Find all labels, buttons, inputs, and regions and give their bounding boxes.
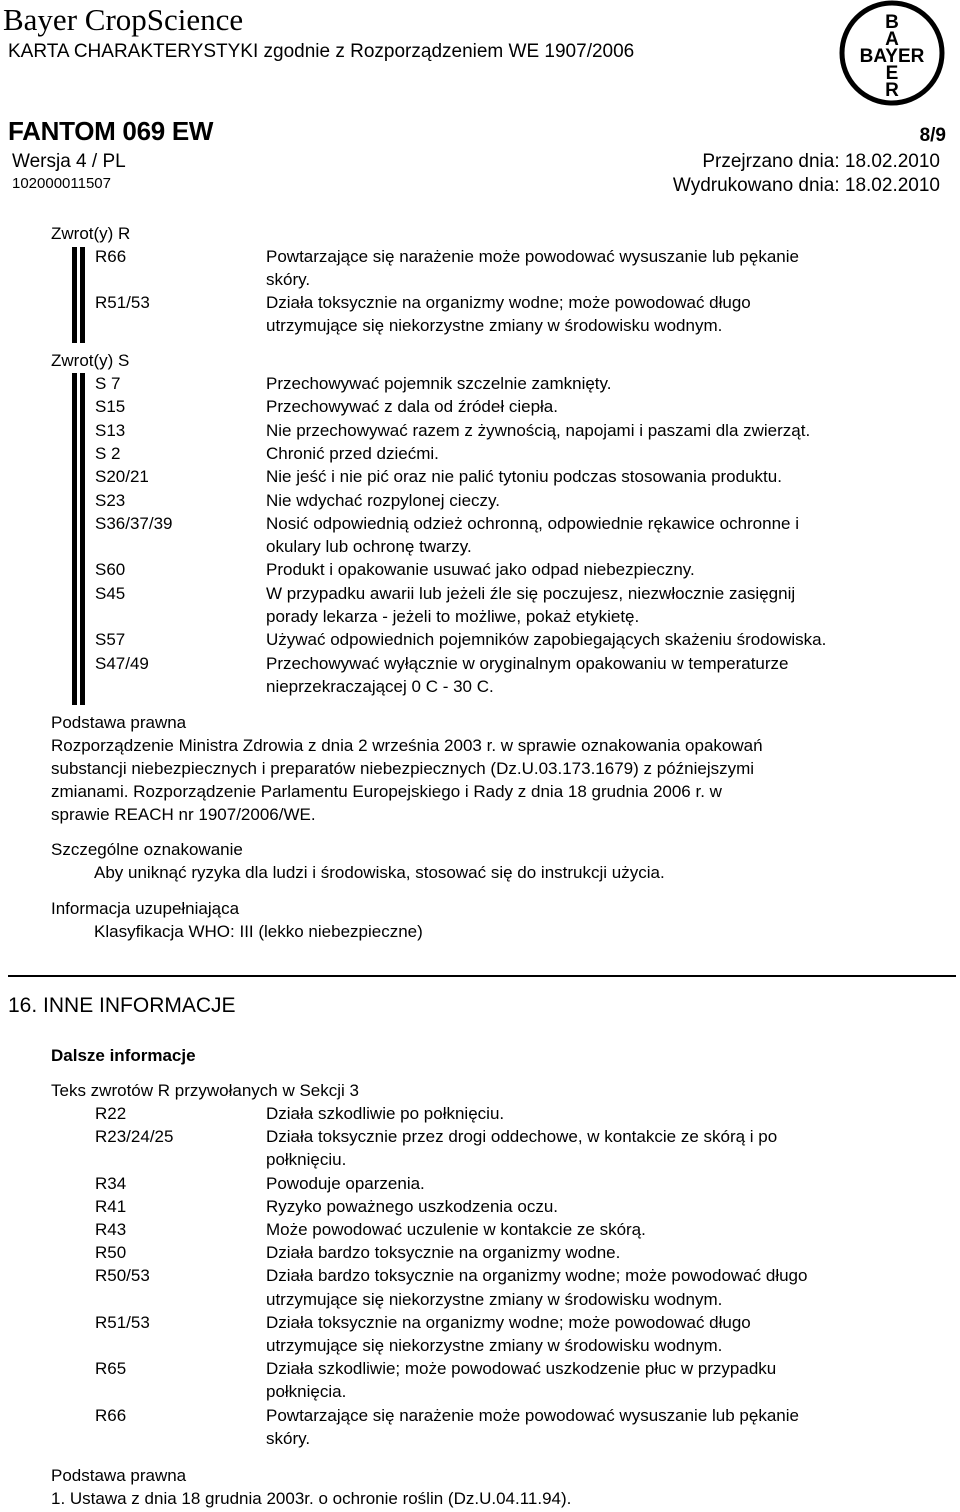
phrase-code: S15 <box>95 397 126 417</box>
company-name: Bayer CropScience <box>3 2 244 37</box>
phrase-text: Działa bardzo toksycznie na organizmy wodne; może powodować długo <box>266 1266 808 1286</box>
phrase-code: R41 <box>95 1196 127 1216</box>
phrase-code: S60 <box>95 560 126 580</box>
phrase-code: R50 <box>95 1243 127 1263</box>
phrase-text: Nie wdychać rozpylonej cieczy. <box>266 490 500 510</box>
bar-s-1 <box>72 373 77 705</box>
logo-letter: R <box>885 80 899 101</box>
phrase-text: Produkt i opakowanie usuwać jako odpad niebezpieczny. <box>266 560 695 580</box>
phrase-text: Przechowywać pojemnik szczelnie zamknięty. <box>266 374 612 393</box>
phrase-text: Powtarzające się narażenie może powodować wysuszanie lub pękanie <box>266 247 799 266</box>
page-number: 8/9 <box>919 125 946 146</box>
phrase-text: Powoduje oparzenia. <box>266 1173 425 1193</box>
phrase-text: Działa toksycznie przez drogi oddechowe, w kontakcie ze skórą i po <box>266 1127 778 1147</box>
further-info-heading: Dalsze informacje <box>51 1046 196 1065</box>
r-text-heading: Teks zwrotów R przywołanych w Sekcji 3 <box>51 1081 359 1100</box>
phrase-text: W przypadku awarii lub jeżeli źle się poczujesz, niezwłocznie zasięgnij <box>266 583 796 603</box>
version: Wersja 4 / PL <box>12 151 126 172</box>
product-name: FANTOM 069 EW <box>8 116 214 146</box>
phrase-code: S57 <box>95 630 126 650</box>
phrase-text: porady lekarza - jeżeli to możliwe, pokaż etykietę. <box>266 607 640 626</box>
phrase-text: Nie jeść i nie pić oraz nie palić tytoniu podczas stosowania produktu. <box>266 467 782 487</box>
logo-letter: BAYER <box>859 46 925 67</box>
supplementary-text: Klasyfikacja WHO: III (lekko niebezpieczne) <box>94 922 423 941</box>
phrase-code: R51/53 <box>95 1312 150 1332</box>
phrase-text: Powtarzające się narażenie może powodować wysuszanie lub pękanie <box>266 1405 799 1425</box>
phrase-text: Przechowywać z dala od źródeł ciepła. <box>266 397 558 417</box>
phrase-text: Nie przechowywać razem z żywnością, napojami i paszami dla zwierząt. <box>266 420 811 440</box>
bar-s-2 <box>80 373 85 705</box>
special-labelling-heading: Szczególne oznakowanie <box>51 840 243 859</box>
document-subtitle: KARTA CHARAKTERYSTYKI zgodnie z Rozporządzeniem WE 1907/2006 <box>8 41 635 62</box>
legal-heading-16: Podstawa prawna <box>51 1466 187 1485</box>
logo-letter: A <box>885 29 899 50</box>
phrase-text: Chronić przed dziećmi. <box>266 443 439 463</box>
phrase-text: Używać odpowiednich pojemników zapobiegających skażeniu środowiska. <box>266 630 827 650</box>
phrase-code: R23/24/25 <box>95 1127 174 1147</box>
phrase-text: Nosić odpowiednią odzież ochronną, odpowiednie rękawice ochronne i <box>266 513 800 533</box>
phrase-code: R51/53 <box>95 293 150 312</box>
phrase-code: S47/49 <box>95 653 149 673</box>
phrase-text: utrzymujące się niekorzystne zmiany w środowisku wodnym. <box>266 316 723 335</box>
phrase-text: nieprzekraczającej 0 C - 30 C. <box>266 676 494 696</box>
legal-basis-line: zmianami. Rozporządzenie Parlamentu Europejskiego i Rady z dnia 18 grudnia 2006 r. w <box>51 782 722 801</box>
logo-letter: B <box>885 12 899 33</box>
phrase-text: skóry. <box>266 1428 311 1448</box>
section-title: 16. INNE INFORMACJE <box>8 994 236 1017</box>
phrase-text: skóry. <box>266 270 311 289</box>
phrase-text: Działa szkodliwie; może powodować uszkodzenie płuc w przypadku <box>266 1359 777 1379</box>
phrase-code: S23 <box>95 490 126 510</box>
phrase-code: S36/37/39 <box>95 513 173 533</box>
phrase-text: połknięciu. <box>266 1150 347 1170</box>
phrase-text: utrzymujące się niekorzystne zmiany w środowisku wodnym. <box>266 1336 723 1355</box>
print-date: Wydrukowano dnia: 18.02.2010 <box>672 175 940 196</box>
phrase-code: R66 <box>95 1405 127 1425</box>
phrase-code: R66 <box>95 247 127 266</box>
legal-basis-line: substancji niebezpiecznych i preparatów niebezpiecznych (Dz.U.03.173.1679) z późniejszymi <box>51 759 755 778</box>
phrase-text: Działa toksycznie na organizmy wodne; może powodować długo <box>266 1312 751 1332</box>
phrase-code: S45 <box>95 583 126 603</box>
legal-basis-line: Rozporządzenie Ministra Zdrowia z dnia 2 września 2003 r. w sprawie oznakowania opakowań <box>51 736 763 755</box>
revision-date: Przejrzano dnia: 18.02.2010 <box>702 151 940 172</box>
phrase-text: Działa szkodliwie po połknięciu. <box>266 1104 505 1123</box>
legal-basis-line: sprawie REACH nr 1907/2006/WE. <box>51 805 316 824</box>
phrase-text: Działa bardzo toksycznie na organizmy wodne. <box>266 1243 621 1263</box>
special-labelling-text: Aby uniknąć ryzyka dla ludzi i środowiska, stosować się do instrukcji użycia. <box>94 863 665 882</box>
legal-item-16: 1. Ustawa z dnia 18 grudnia 2003r. o ochronie roślin (Dz.U.04.11.94). <box>51 1489 572 1508</box>
phrase-text: Ryzyko poważnego uszkodzenia oczu. <box>266 1196 558 1216</box>
phrase-code: S 2 <box>95 443 121 463</box>
supplementary-heading: Informacja uzupełniająca <box>51 899 240 918</box>
logo-letter: E <box>885 63 899 84</box>
phrase-text: Działa toksycznie na organizmy wodne; może powodować długo <box>266 293 751 312</box>
phrase-code: R34 <box>95 1173 127 1193</box>
document-code: 102000011507 <box>12 175 111 192</box>
s-phrases-heading: Zwrot(y) S <box>51 351 130 370</box>
phrase-text: utrzymujące się niekorzystne zmiany w środowisku wodnym. <box>266 1289 723 1309</box>
bar-r-2 <box>80 247 85 343</box>
phrase-code: R43 <box>95 1220 127 1239</box>
phrase-text: połknięcia. <box>266 1382 347 1402</box>
phrase-text: Może powodować uczulenie w kontakcie ze skórą. <box>266 1220 646 1239</box>
bayer-logo <box>830 0 954 106</box>
legal-basis-heading: Podstawa prawna <box>51 713 187 732</box>
phrase-code: S13 <box>95 420 126 440</box>
phrase-code: R22 <box>95 1104 127 1123</box>
phrase-code: S20/21 <box>95 467 149 487</box>
phrase-code: R50/53 <box>95 1266 150 1286</box>
phrase-text: Przechowywać wyłącznie w oryginalnym opakowaniu w temperaturze <box>266 653 789 673</box>
phrase-code: S 7 <box>95 374 121 393</box>
phrase-text: okulary lub ochronę twarzy. <box>266 537 472 557</box>
section-divider <box>8 975 956 977</box>
phrase-code: R65 <box>95 1359 127 1379</box>
bar-r-1 <box>72 247 77 343</box>
r-phrases-heading: Zwrot(y) R <box>51 224 131 243</box>
